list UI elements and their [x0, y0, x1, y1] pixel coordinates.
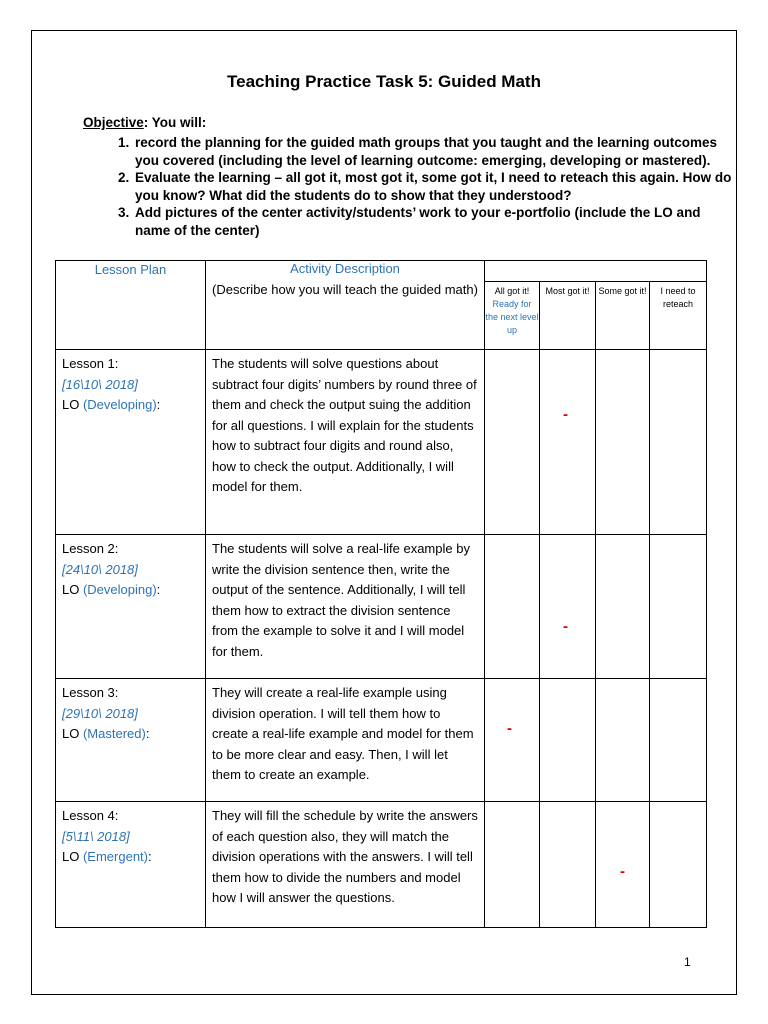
lesson-date: [16\10\ 2018]	[62, 376, 138, 392]
objective-item: 1. record the planning for the guided math groups that you taught and the learning outcomes you covered (including the level of learning outcome: emerging, developing or mastered).	[133, 134, 733, 169]
activity-description: They will create a real-life example using division operation. I will tell them how to create a real-life example and model for them to be more clear and easy. Then, I will let them to create an example.	[206, 679, 485, 802]
table-row	[56, 350, 707, 535]
table-row	[56, 802, 707, 928]
header-reteach: I need to reteach	[650, 282, 707, 350]
lesson-lo	[62, 395, 199, 416]
reteach-cell	[650, 802, 707, 928]
objectives-list	[83, 134, 733, 239]
lesson-date: [24\10\ 2018]	[62, 561, 138, 577]
lo-suffix: :	[156, 582, 161, 597]
lo-suffix: :	[148, 849, 152, 864]
rating-mark: -	[563, 618, 568, 635]
header-lesson-plan: Lesson Plan	[56, 261, 206, 350]
header-some-got-it: Some got it!	[596, 282, 650, 350]
all-got-it-cell	[485, 535, 540, 679]
objective-suffix: : You will:	[143, 115, 207, 130]
lesson-cell	[56, 350, 206, 535]
lo-prefix: LO	[62, 582, 80, 597]
page-number: 1	[684, 955, 691, 969]
header-all-got-it	[485, 282, 540, 350]
most-got-it-cell	[540, 679, 596, 802]
header-activity-title: Activity Description	[290, 261, 400, 276]
rating-mark: -	[620, 863, 625, 880]
table-row	[56, 535, 707, 679]
lo-prefix: LO	[62, 726, 80, 741]
lesson-cell	[56, 802, 206, 928]
objective-item: 3. Add pictures of the center activity/students’ work to your e-portfolio (include the LO and name of the center)	[133, 204, 733, 239]
lesson-date: [5\11\ 2018]	[62, 828, 130, 844]
objective-heading	[83, 115, 206, 130]
some-got-it-cell	[596, 350, 650, 535]
all-got-it-cell	[485, 802, 540, 928]
table-row	[56, 679, 707, 802]
activity-description: They will fill the schedule by write the answers of each question also, they will match the division operations with the answers. I will tell them how to divide the numbers and model how I will answer the questions.	[206, 802, 485, 928]
activity-description: The students will solve questions about subtract four digits’ numbers by round three of them and check the output suing the addition for all questions. I will explain for the students how to subtract four digits and round also, how to check the output. Additionally, I will model for them.	[206, 350, 485, 535]
header-activity-sub: (Describe how you will teach the guided math)	[212, 282, 478, 297]
lesson-cell	[56, 535, 206, 679]
some-got-it-cell	[596, 802, 650, 928]
table-header-row	[56, 261, 707, 282]
lo-prefix: LO	[62, 849, 80, 864]
header-activity	[206, 261, 485, 350]
rating-mark: -	[507, 720, 512, 737]
lesson-cell	[56, 679, 206, 802]
all-got-it-cell	[485, 350, 540, 535]
activity-description: The students will solve a real-life example by write the division sentence then, write the output of the sentence. Additionally, I will tell them how to extract the division sentence from the example to solve it and I will model for them.	[206, 535, 485, 679]
lesson-plan-table	[55, 260, 707, 928]
some-got-it-cell	[596, 535, 650, 679]
lesson-name: Lesson 4:	[62, 808, 119, 823]
all-got-it-note: Ready for the next level up	[485, 299, 539, 335]
objective-label: Objective	[83, 115, 144, 130]
reteach-cell	[650, 535, 707, 679]
all-got-it-label: All got it!	[494, 286, 530, 296]
reteach-cell	[650, 350, 707, 535]
lesson-name: Lesson 2:	[62, 541, 119, 556]
lesson-lo	[62, 580, 199, 601]
most-got-it-cell	[540, 802, 596, 928]
lo-level: (Mastered)	[82, 726, 146, 741]
some-got-it-cell	[596, 679, 650, 802]
lo-suffix: :	[156, 397, 161, 412]
lo-suffix: :	[145, 726, 150, 741]
lo-level: (Developing)	[82, 397, 157, 412]
reteach-cell	[650, 679, 707, 802]
most-got-it-cell	[540, 350, 596, 535]
header-rating-group	[485, 261, 707, 282]
objective-item: 2. Evaluate the learning – all got it, most got it, some got it, I need to reteach this again. How do you know? What did the students do to show that they understood?	[133, 169, 733, 204]
lo-prefix: LO	[62, 397, 80, 412]
lo-level: (Emergent)	[82, 849, 148, 864]
most-got-it-cell	[540, 535, 596, 679]
rating-mark: -	[563, 406, 568, 423]
document-title: Teaching Practice Task 5: Guided Math	[227, 72, 541, 91]
lesson-name: Lesson 1:	[62, 356, 119, 371]
all-got-it-cell	[485, 679, 540, 802]
lo-level: (Developing)	[82, 582, 157, 597]
lesson-name: Lesson 3:	[62, 685, 119, 700]
lesson-date: [29\10\ 2018]	[62, 705, 138, 721]
lesson-lo	[62, 847, 199, 868]
lesson-lo	[62, 724, 199, 745]
header-most-got-it: Most got it!	[540, 282, 596, 350]
